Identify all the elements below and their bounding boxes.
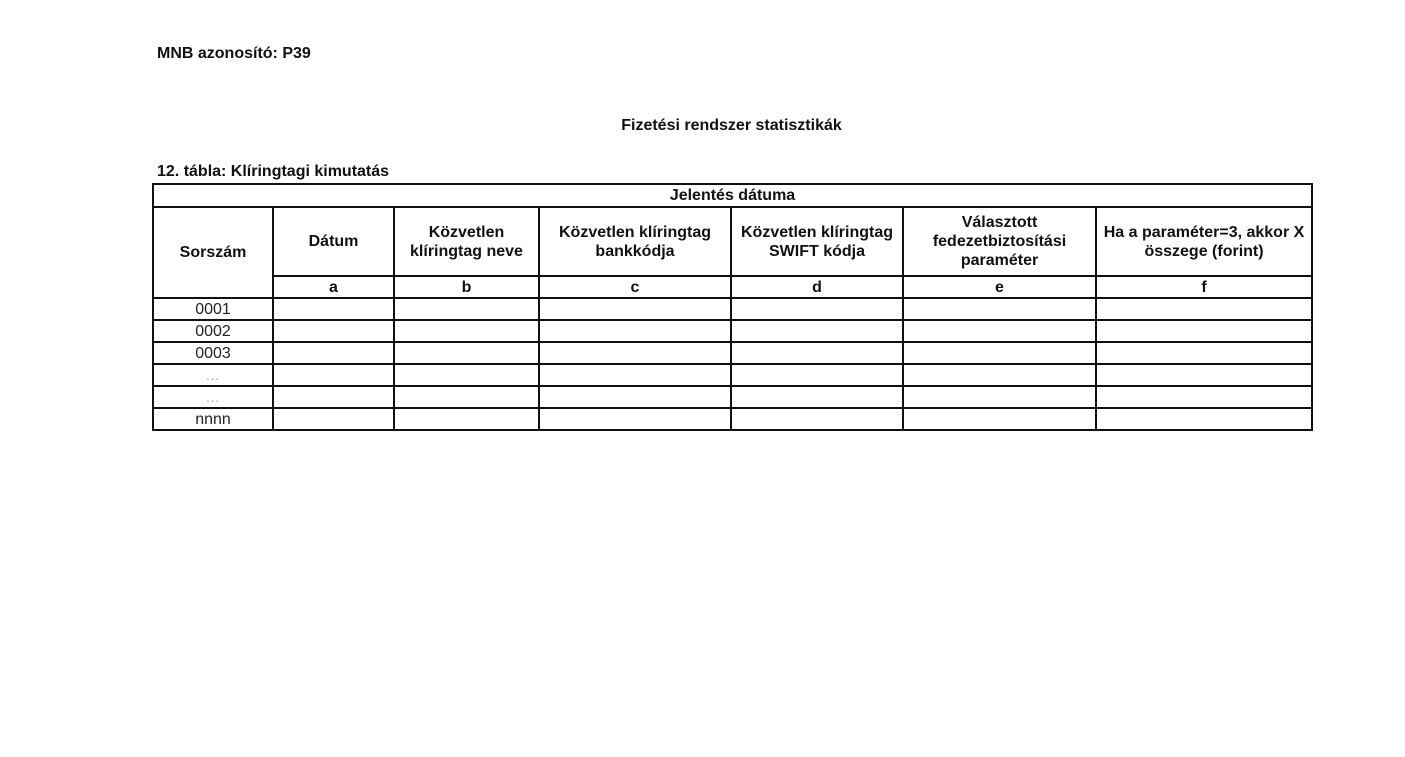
table-row — [153, 364, 1312, 386]
table-cell — [903, 342, 1096, 364]
table-cell — [394, 408, 539, 430]
table-cell — [1096, 298, 1312, 320]
table-cell — [394, 364, 539, 386]
table-cell — [539, 320, 731, 342]
table-cell — [273, 320, 394, 342]
column-header-x-amount: Ha a paraméter=3, akkor X összege (forint) — [1096, 207, 1312, 276]
table-caption: 12. tábla: Klíringtagi kimutatás — [157, 163, 390, 180]
table-cell — [1096, 364, 1312, 386]
table-cell — [273, 408, 394, 430]
column-letter: c — [539, 276, 731, 298]
table-row — [153, 298, 1312, 320]
table-cell — [731, 364, 903, 386]
rownum-header: Sorszám — [153, 207, 273, 298]
table-cell — [394, 320, 539, 342]
table-cell — [903, 298, 1096, 320]
report-date-header: Jelentés dátuma — [153, 184, 1312, 207]
table-cell — [273, 342, 394, 364]
column-letter: a — [273, 276, 394, 298]
mnb-identifier: MNB azonosító: P39 — [157, 45, 311, 62]
table-cell — [539, 364, 731, 386]
table-cell — [903, 364, 1096, 386]
table-cell — [1096, 408, 1312, 430]
table-cell — [539, 342, 731, 364]
table-cell — [394, 342, 539, 364]
table-cell — [1096, 386, 1312, 408]
row-number: nnnn — [153, 408, 273, 430]
column-header-date: Dátum — [273, 207, 394, 276]
table-cell — [1096, 320, 1312, 342]
table-cell — [273, 298, 394, 320]
table-cell — [903, 386, 1096, 408]
table-cell — [539, 408, 731, 430]
column-header-collateral-parameter: Választott fedezetbiztosítási paraméter — [903, 207, 1096, 276]
row-number: 0002 — [153, 320, 273, 342]
column-letter: e — [903, 276, 1096, 298]
column-letter: f — [1096, 276, 1312, 298]
table-row — [153, 386, 1312, 408]
table-cell — [394, 386, 539, 408]
column-header-member-name: Közvetlen klíringtag neve — [394, 207, 539, 276]
column-header-bank-code: Közvetlen klíringtag bankkódja — [539, 207, 731, 276]
row-number: 0001 — [153, 298, 273, 320]
row-number: ... — [153, 386, 273, 408]
column-letter: d — [731, 276, 903, 298]
table-cell — [731, 408, 903, 430]
table-cell — [903, 320, 1096, 342]
table-cell — [539, 298, 731, 320]
column-letter: b — [394, 276, 539, 298]
clearing-member-table — [152, 183, 1313, 431]
table-cell — [273, 364, 394, 386]
table-cell — [1096, 342, 1312, 364]
table-cell — [731, 342, 903, 364]
row-number: ... — [153, 364, 273, 386]
table-cell — [903, 408, 1096, 430]
column-header-swift-code: Közvetlen klíringtag SWIFT kódja — [731, 207, 903, 276]
table-cell — [731, 298, 903, 320]
table-cell — [394, 298, 539, 320]
page-title: Fizetési rendszer statisztikák — [621, 117, 842, 134]
table-row — [153, 320, 1312, 342]
table-cell — [539, 386, 731, 408]
table-cell — [731, 320, 903, 342]
table-cell — [731, 386, 903, 408]
table-cell — [273, 386, 394, 408]
table-row — [153, 342, 1312, 364]
row-number: 0003 — [153, 342, 273, 364]
table-row — [153, 408, 1312, 430]
